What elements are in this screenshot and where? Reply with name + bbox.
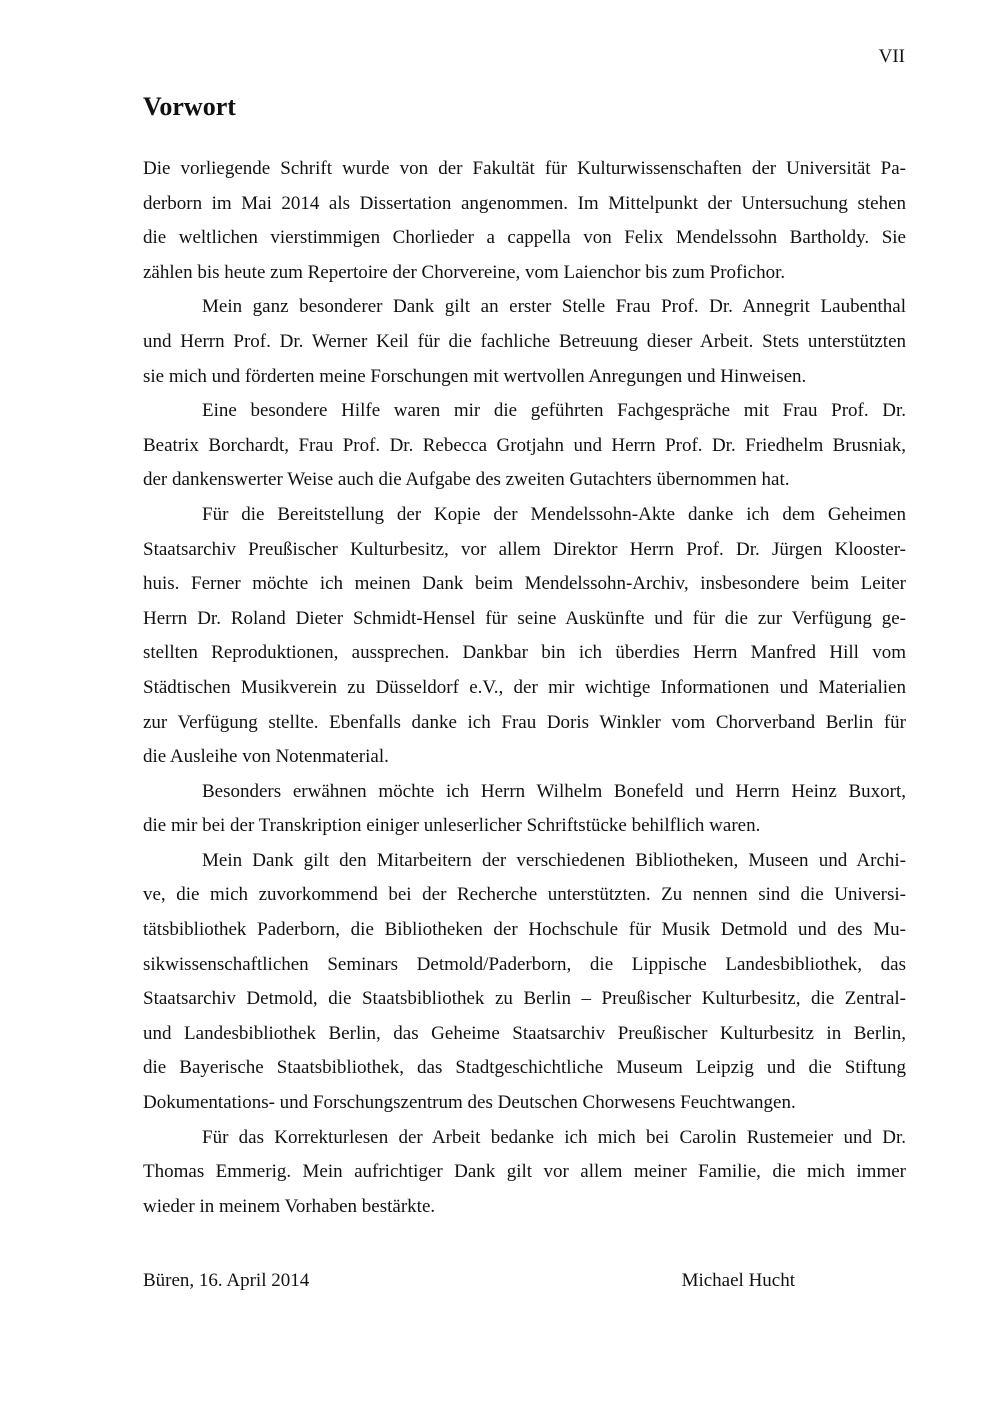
text-line: Mein Dank gilt den Mitarbeitern der verschiedenen Bibliotheken, Museen und Archi-: [202, 849, 906, 871]
paragraph-family: [143, 1121, 906, 1225]
text-line: und Landesbibliothek Berlin, das Geheime Staatsarchiv Preußischer Kulturbesitz in Berlin,: [143, 1022, 906, 1044]
text-line: Für die Bereitstellung der Kopie der Mendelssohn-Akte danke ich dem Geheimen: [202, 503, 906, 525]
text-line: Staatsarchiv Detmold, die Staatsbibliothek zu Berlin – Preußischer Kulturbesitz, die Zentral-: [143, 988, 906, 1010]
text-line: huis. Ferner möchte ich meinen Dank beim Mendelssohn-Archiv, insbesondere beim Leiter: [143, 573, 906, 595]
text-line: die mir bei der Transkription einiger unleserlicher Schriftstücke behilflich waren.: [143, 815, 761, 837]
body-text: [143, 152, 906, 1224]
place-date: Büren, 16. April 2014: [143, 1270, 310, 1291]
text-line: der dankenswerter Weise auch die Aufgabe des zweiten Gutachters übernommen hat.: [143, 469, 790, 491]
text-line: wieder in meinem Vorhaben bestärkte.: [143, 1195, 436, 1217]
text-line: Thomas Emmerig. Mein aufrichtiger Dank gilt vor allem meiner Familie, die mich immer: [143, 1161, 906, 1183]
text-line: die Bayerische Staatsbibliothek, das Stadtgeschichtliche Museum Leipzig und die Stiftung: [143, 1057, 906, 1079]
text-line: Dokumentations- und Forschungszentrum des Deutschen Chorwesens Feuchtwangen.: [143, 1092, 796, 1114]
text-line: sie mich und förderten meine Forschungen mit wertvollen Anregungen und Hinweisen.: [143, 365, 807, 387]
page-number: VII: [878, 46, 905, 67]
text-line: die Ausleihe von Notenmaterial.: [143, 746, 389, 768]
paragraph-supervisors: [143, 290, 906, 394]
paragraph-consultations: [143, 394, 906, 498]
paragraph-libraries: [143, 844, 906, 1121]
page-title: Vorwort: [143, 92, 236, 121]
text-line: zählen bis heute zum Repertoire der Chorvereine, vom Laienchor bis zum Profichor.: [143, 261, 786, 283]
text-line: Die vorliegende Schrift wurde von der Fakultät für Kulturwissenschaften der Universität Pa-: [143, 158, 906, 179]
text-line: sikwissenschaftlichen Seminars Detmold/Paderborn, die Lippische Landesbibliothek, das: [143, 953, 906, 975]
paragraph-transcription: [143, 775, 906, 844]
author-name: Michael Hucht: [681, 1270, 795, 1291]
text-line: Besonders erwähnen möchte ich Herrn Wilhelm Bonefeld und Herrn Heinz Buxort,: [202, 780, 906, 802]
text-line: stellten Reproduktionen, aussprechen. Dankbar bin ich überdies Herrn Manfred Hill vom: [143, 642, 906, 664]
text-line: und Herrn Prof. Dr. Werner Keil für die fachliche Betreuung dieser Arbeit. Stets unterstützten: [143, 330, 906, 352]
text-line: Herrn Dr. Roland Dieter Schmidt-Hensel für seine Auskünfte und für die zur Verfügung ge-: [143, 607, 906, 629]
paragraph-intro: [143, 152, 906, 290]
text-line: Städtischen Musikverein zu Düsseldorf e.V., der mir wichtige Informationen und Materialien: [143, 676, 906, 698]
text-line: zur Verfügung stellte. Ebenfalls danke ich Frau Doris Winkler vom Chorverband Berlin für: [143, 711, 906, 733]
text-line: Mein ganz besonderer Dank gilt an erster Stelle Frau Prof. Dr. Annegrit Laubenthal: [202, 296, 906, 318]
text-line: ve, die mich zuvorkommend bei der Recherche unterstützten. Zu nennen sind die Universi-: [143, 884, 906, 906]
text-line: Eine besondere Hilfe waren mir die geführten Fachgespräche mit Frau Prof. Dr.: [202, 400, 906, 422]
text-line: Für das Korrekturlesen der Arbeit bedanke ich mich bei Carolin Rustemeier und Dr.: [202, 1126, 906, 1148]
text-line: Beatrix Borchardt, Frau Prof. Dr. Rebecca Grotjahn und Herrn Prof. Dr. Friedhelm Brusniak,: [143, 434, 906, 456]
paragraph-archives: [143, 498, 906, 775]
text-line: Staatsarchiv Preußischer Kulturbesitz, vor allem Direktor Herrn Prof. Dr. Jürgen Klooster-: [143, 538, 906, 560]
text-line: derborn im Mai 2014 als Dissertation angenommen. Im Mittelpunkt der Untersuchung stehen: [143, 192, 906, 214]
text-line: die weltlichen vierstimmigen Chorlieder a cappella von Felix Mendelssohn Bartholdy. Sie: [143, 227, 906, 249]
text-line: tätsbibliothek Paderborn, die Bibliotheken der Hochschule für Musik Detmold und des Mu-: [143, 919, 906, 941]
